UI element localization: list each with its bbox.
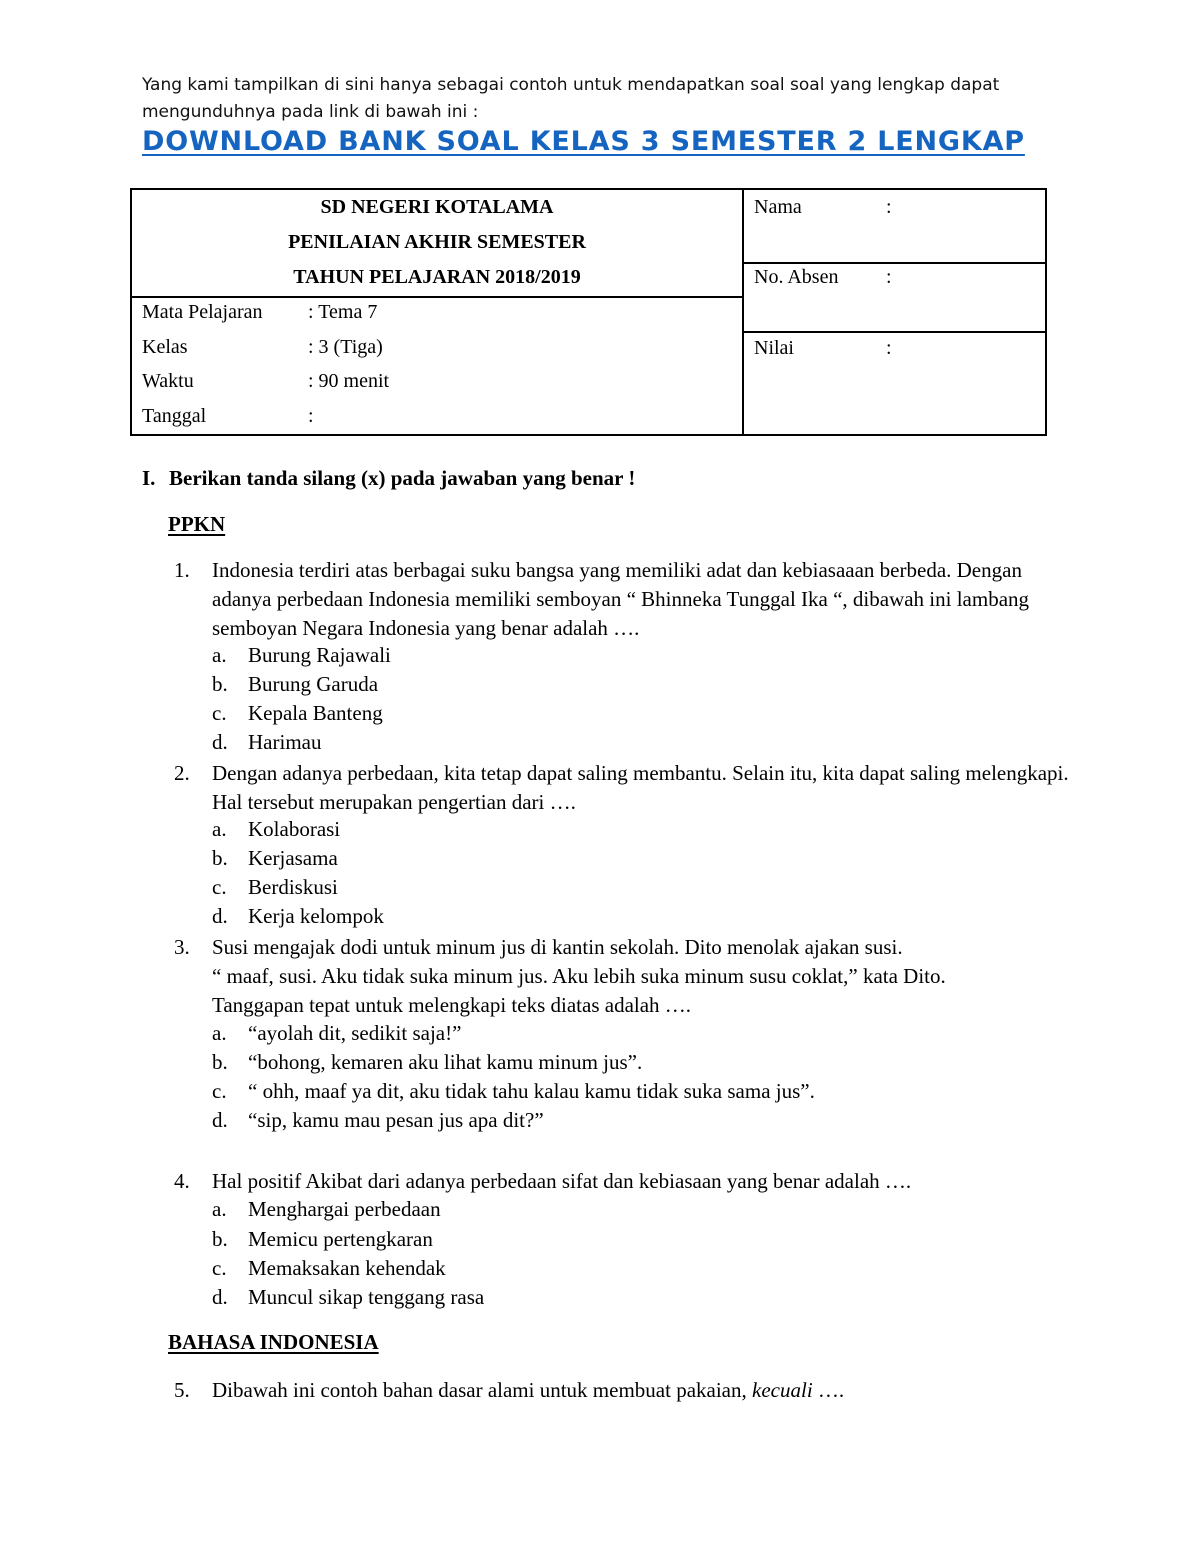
option-3a[interactable]	[212, 1021, 461, 1046]
field-absen-colon: :	[886, 266, 892, 288]
option-text: Kerja kelompok	[248, 904, 384, 928]
school-name: SD NEGERI KOTALAMA	[320, 196, 554, 218]
option-text: “ayolah dit, sedikit saja!”	[248, 1021, 462, 1045]
table-divider	[742, 190, 744, 434]
question-number: 2.	[174, 761, 190, 785]
table-divider	[132, 296, 742, 298]
exam-name: PENILAIAN AKHIR SEMESTER	[288, 231, 586, 253]
option-1b[interactable]	[212, 672, 378, 697]
option-letter: c.	[212, 1079, 227, 1103]
option-letter: c.	[212, 875, 227, 899]
option-letter: c.	[212, 1256, 227, 1280]
question-text: Hal positif Akibat dari adanya perbedaan sifat dan kebiasaan yang benar adalah ….	[212, 1169, 912, 1193]
question-stem: Dibawah ini contoh bahan dasar alami untuk membuat pakaian,	[212, 1378, 747, 1402]
field-nilai-colon: :	[886, 337, 892, 359]
option-text: Kolaborasi	[248, 817, 341, 841]
meta-label: Mata Pelajaran	[142, 301, 263, 323]
question-number: 4.	[174, 1169, 190, 1193]
section-number: I.	[142, 466, 156, 490]
question-line: “ maaf, susi. Aku tidak suka minum jus. Aku lebih suka minum susu coklat,” kata Dito.	[212, 964, 946, 988]
question-emphasis: kecuali	[752, 1378, 813, 1402]
meta-time	[142, 370, 389, 393]
meta-label: Waktu	[142, 370, 194, 392]
section-instruction	[142, 466, 635, 491]
field-name-colon: :	[886, 196, 892, 218]
question-ellipsis: ….	[817, 1378, 845, 1402]
option-letter: d.	[212, 1285, 228, 1309]
option-3b[interactable]	[212, 1050, 642, 1075]
option-3c[interactable]	[212, 1079, 815, 1104]
option-text: Harimau	[248, 730, 322, 754]
meta-label: Kelas	[142, 336, 188, 358]
option-4b[interactable]	[212, 1227, 433, 1252]
option-text: Burung Rajawali	[248, 643, 391, 667]
option-letter: d.	[212, 1108, 228, 1132]
option-3d[interactable]	[212, 1108, 544, 1133]
meta-value: :	[308, 405, 314, 427]
question-number: 3.	[174, 935, 190, 959]
option-letter: a.	[212, 1021, 227, 1045]
option-letter: b.	[212, 672, 228, 696]
meta-value: : 90 menit	[308, 370, 390, 392]
field-nilai-label: Nilai	[754, 337, 794, 359]
option-letter: c.	[212, 701, 227, 725]
option-letter: a.	[212, 817, 227, 841]
question-text	[212, 1376, 1074, 1405]
subject-heading-bahasa-indonesia: BAHASA INDONESIA	[168, 1330, 379, 1354]
option-text: Memaksakan kehendak	[248, 1256, 446, 1280]
option-2d[interactable]	[212, 904, 384, 929]
question-text: Dengan adanya perbedaan, kita tetap dapat saling membantu. Selain itu, kita dapat saling melengkapi. Hal tersebut merupakan pengertian dari ….	[212, 761, 1069, 814]
question-line: Tanggapan tepat untuk melengkapi teks diatas adalah ….	[212, 993, 692, 1017]
option-2b[interactable]	[212, 846, 338, 871]
option-text: “bohong, kemaren aku lihat kamu minum jus”.	[248, 1050, 643, 1074]
option-4d[interactable]	[212, 1285, 484, 1310]
option-text: Burung Garuda	[248, 672, 379, 696]
option-letter: b.	[212, 846, 228, 870]
option-text: Berdiskusi	[248, 875, 338, 899]
meta-subject	[142, 301, 377, 324]
option-2a[interactable]	[212, 817, 340, 842]
option-1d[interactable]	[212, 730, 321, 755]
meta-value: : Tema 7	[308, 301, 378, 323]
meta-date	[142, 405, 314, 428]
option-letter: d.	[212, 904, 228, 928]
option-letter: b.	[212, 1227, 228, 1251]
option-4a[interactable]	[212, 1197, 441, 1222]
question-number: 1.	[174, 558, 190, 582]
question-1	[174, 556, 1074, 643]
option-letter: d.	[212, 730, 228, 754]
field-absen-label: No. Absen	[754, 266, 839, 288]
option-letter: b.	[212, 1050, 228, 1074]
option-text: Kepala Banteng	[248, 701, 383, 725]
question-3	[174, 933, 1074, 1020]
meta-label: Tanggal	[142, 405, 207, 427]
option-text: “ ohh, maaf ya dit, aku tidak tahu kalau kamu tidak suka sama jus”.	[248, 1079, 815, 1103]
download-link[interactable]: DOWNLOAD BANK SOAL KELAS 3 SEMESTER 2 LENGKAP	[142, 126, 1025, 157]
question-2	[174, 759, 1074, 817]
question-number: 5.	[174, 1378, 190, 1402]
table-divider	[742, 262, 1045, 264]
question-line: Susi mengajak dodi untuk minum jus di kantin sekolah. Dito menolak ajakan susi.	[212, 935, 903, 959]
question-5	[174, 1376, 1074, 1405]
exam-header-table	[130, 188, 1047, 436]
question-4	[174, 1167, 1074, 1196]
instruction-text: Berikan tanda silang (x) pada jawaban yang benar !	[169, 466, 636, 490]
option-text: Muncul sikap tenggang rasa	[248, 1285, 485, 1309]
school-year: TAHUN PELAJARAN 2018/2019	[293, 266, 581, 288]
option-1a[interactable]	[212, 643, 391, 668]
option-text: “sip, kamu mau pesan jus apa dit?”	[248, 1108, 544, 1132]
intro-text: Yang kami tampilkan di sini hanya sebagai contoh untuk mendapatkan soal soal yang lengkap dapat mengunduhnya pada link di bawah ini :	[142, 75, 1000, 122]
option-text: Kerjasama	[248, 846, 338, 870]
question-text: Indonesia terdiri atas berbagai suku bangsa yang memiliki adat dan kebiasaaan berbeda. Dengan adanya perbedaan Indonesia memiliki semboyan “ Bhinneka Tunggal Ika “, dibawah ini lambang semboyan Negara Indonesia yang benar adalah ….	[212, 558, 1030, 640]
option-text: Menghargai perbedaan	[248, 1197, 441, 1221]
subject-heading-ppkn: PPKN	[168, 512, 226, 536]
table-divider	[742, 331, 1045, 333]
option-4c[interactable]	[212, 1256, 446, 1281]
meta-value: : 3 (Tiga)	[308, 336, 383, 358]
option-letter: a.	[212, 1197, 227, 1221]
option-letter: a.	[212, 643, 227, 667]
field-name-label: Nama	[754, 196, 802, 218]
option-text: Memicu pertengkaran	[248, 1227, 433, 1251]
option-1c[interactable]	[212, 701, 383, 726]
option-2c[interactable]	[212, 875, 338, 900]
meta-class	[142, 336, 383, 359]
